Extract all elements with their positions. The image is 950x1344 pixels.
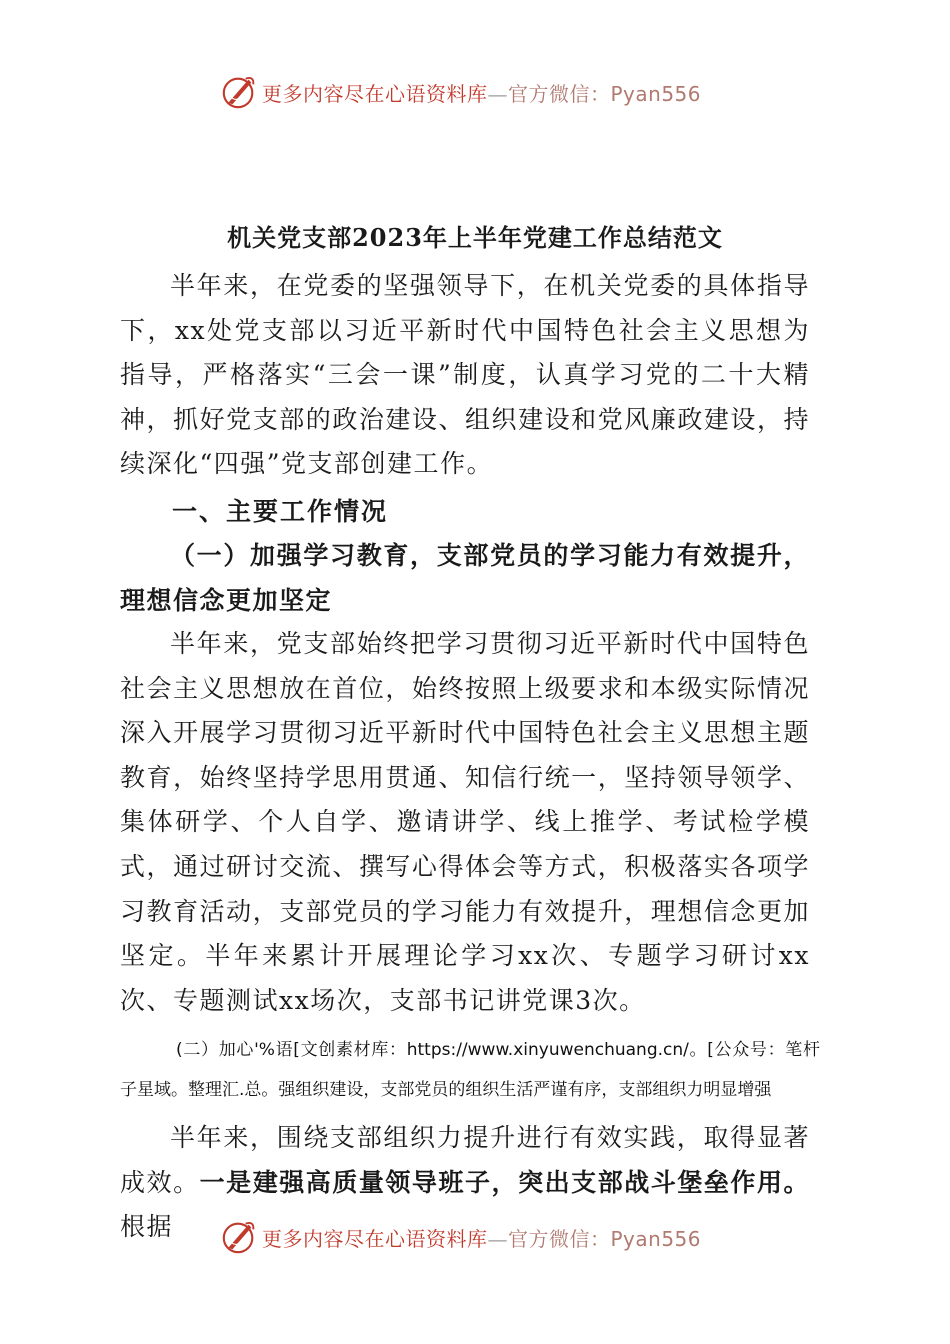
quill-logo-icon xyxy=(220,1218,258,1256)
banner-text: 更多内容尽在心语资料库—官方微信：Pyan556 xyxy=(262,81,702,106)
header-banner xyxy=(220,72,701,112)
organization-paragraph-text: 半年来，围绕支部组织力提升进行有效实践，取得显著成效。 xyxy=(120,1123,810,1197)
banner-text: 更多内容尽在心语资料库—官方微信：Pyan556 xyxy=(262,1226,702,1251)
quill-logo-icon xyxy=(220,73,258,111)
section-heading: 一、主要工作情况 xyxy=(172,497,389,526)
organization-paragraph-continuation: 根据 xyxy=(120,1212,174,1242)
document-title: 机关党支部2023年上半年党建工作总结范文 xyxy=(227,223,723,252)
study-paragraph: 半年来，党支部始终把学习贯彻习近平新时代中国特色社会主义思想放在首位，始终按照上级要求和本级实际情况深入开展学习贯彻习近平新时代中国特色社会主义思想主题教育，始终坚持学思用贯通、知信行统一，坚持领导领学、集体研学、个人自学、邀请讲学、线上推学、考试检学模式，通过研讨交流、撰写心得体会等方式，积极落实各项学习教育活动，支部党员的学习能力有效提升，理想信念更加坚定。半年来累计开展理论学习xx次、专题学习研讨xx次、专题测试xx场次，支部书记讲党课3次。 xyxy=(120,629,810,1015)
subsection-2-heading-note: (二）加心'%语[文创素材库：https://www.xinyuwenchuang.cn/。[公众号：笔杆子星域。整理汇.总。强组织建设，支部党员的组织生活严谨有序，支部组织力明显增强 xyxy=(120,1040,820,1100)
footer-banner xyxy=(220,1217,701,1257)
organization-paragraph-bold: 一是建强高质量领导班子，突出支部战斗堡垒作用。 xyxy=(199,1167,810,1197)
intro-paragraph: 半年来，在党委的坚强领导下，在机关党委的具体指导下，xx处党支部以习近平新时代中国特色社会主义思想为指导，严格落实“三会一课”制度，认真学习党的二十大精神，抓好党支部的政治建设、组织建设和党风廉政建设，持续深化“四强”党支部创建工作。 xyxy=(120,271,810,479)
subsection-heading: （一）加强学习教育，支部党员的学习能力有效提升，理想信念更加坚定 xyxy=(120,541,810,615)
